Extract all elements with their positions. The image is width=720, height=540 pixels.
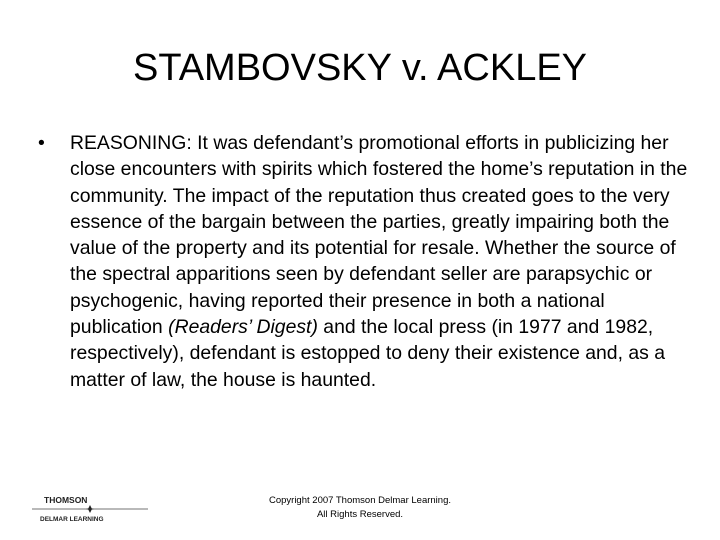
slide-title: STAMBOVSKY v. ACKLEY <box>132 47 588 89</box>
bullet-item <box>38 130 698 393</box>
reasoning-colon: : <box>186 132 192 154</box>
copyright-notice <box>230 494 490 522</box>
copyright-line-2: All Rights Reserved. <box>316 509 404 520</box>
readers-digest-italic: (Readers’ Digest) <box>168 316 318 339</box>
copyright-line-1: Copyright 2007 Thomson Delmar Learning. <box>268 495 451 506</box>
bullet-text-part-1: It was defendant’s promotional efforts in publicizing her close encounters with spirits which fostered the home’s reputation in the community. The impact of the reputation thus created goes to the very essence of the bargain between the parties, greatly impairing both the value of the property and its potential for resale. Whether the source of the spectral apparitions seen by defendant seller are parapsychic or psychogenic, having reported their presence in both a national publication <box>70 132 688 339</box>
bullet-marker: • <box>38 132 45 154</box>
logo-star-icon-horizontal <box>86 508 94 510</box>
logo-text-thomson: THOMSON <box>44 495 88 505</box>
logo-text-delmar: DELMAR LEARNING <box>40 516 104 523</box>
bullet-text <box>70 130 698 393</box>
thomson-delmar-logo <box>30 494 160 524</box>
reasoning-label: REASONING <box>70 132 187 154</box>
bullet-text-part-2: and the local press (in 1977 and 1982, respectively), defendant is estopped to deny their existence and, as a matter of law, the house is haunted. <box>70 316 666 391</box>
